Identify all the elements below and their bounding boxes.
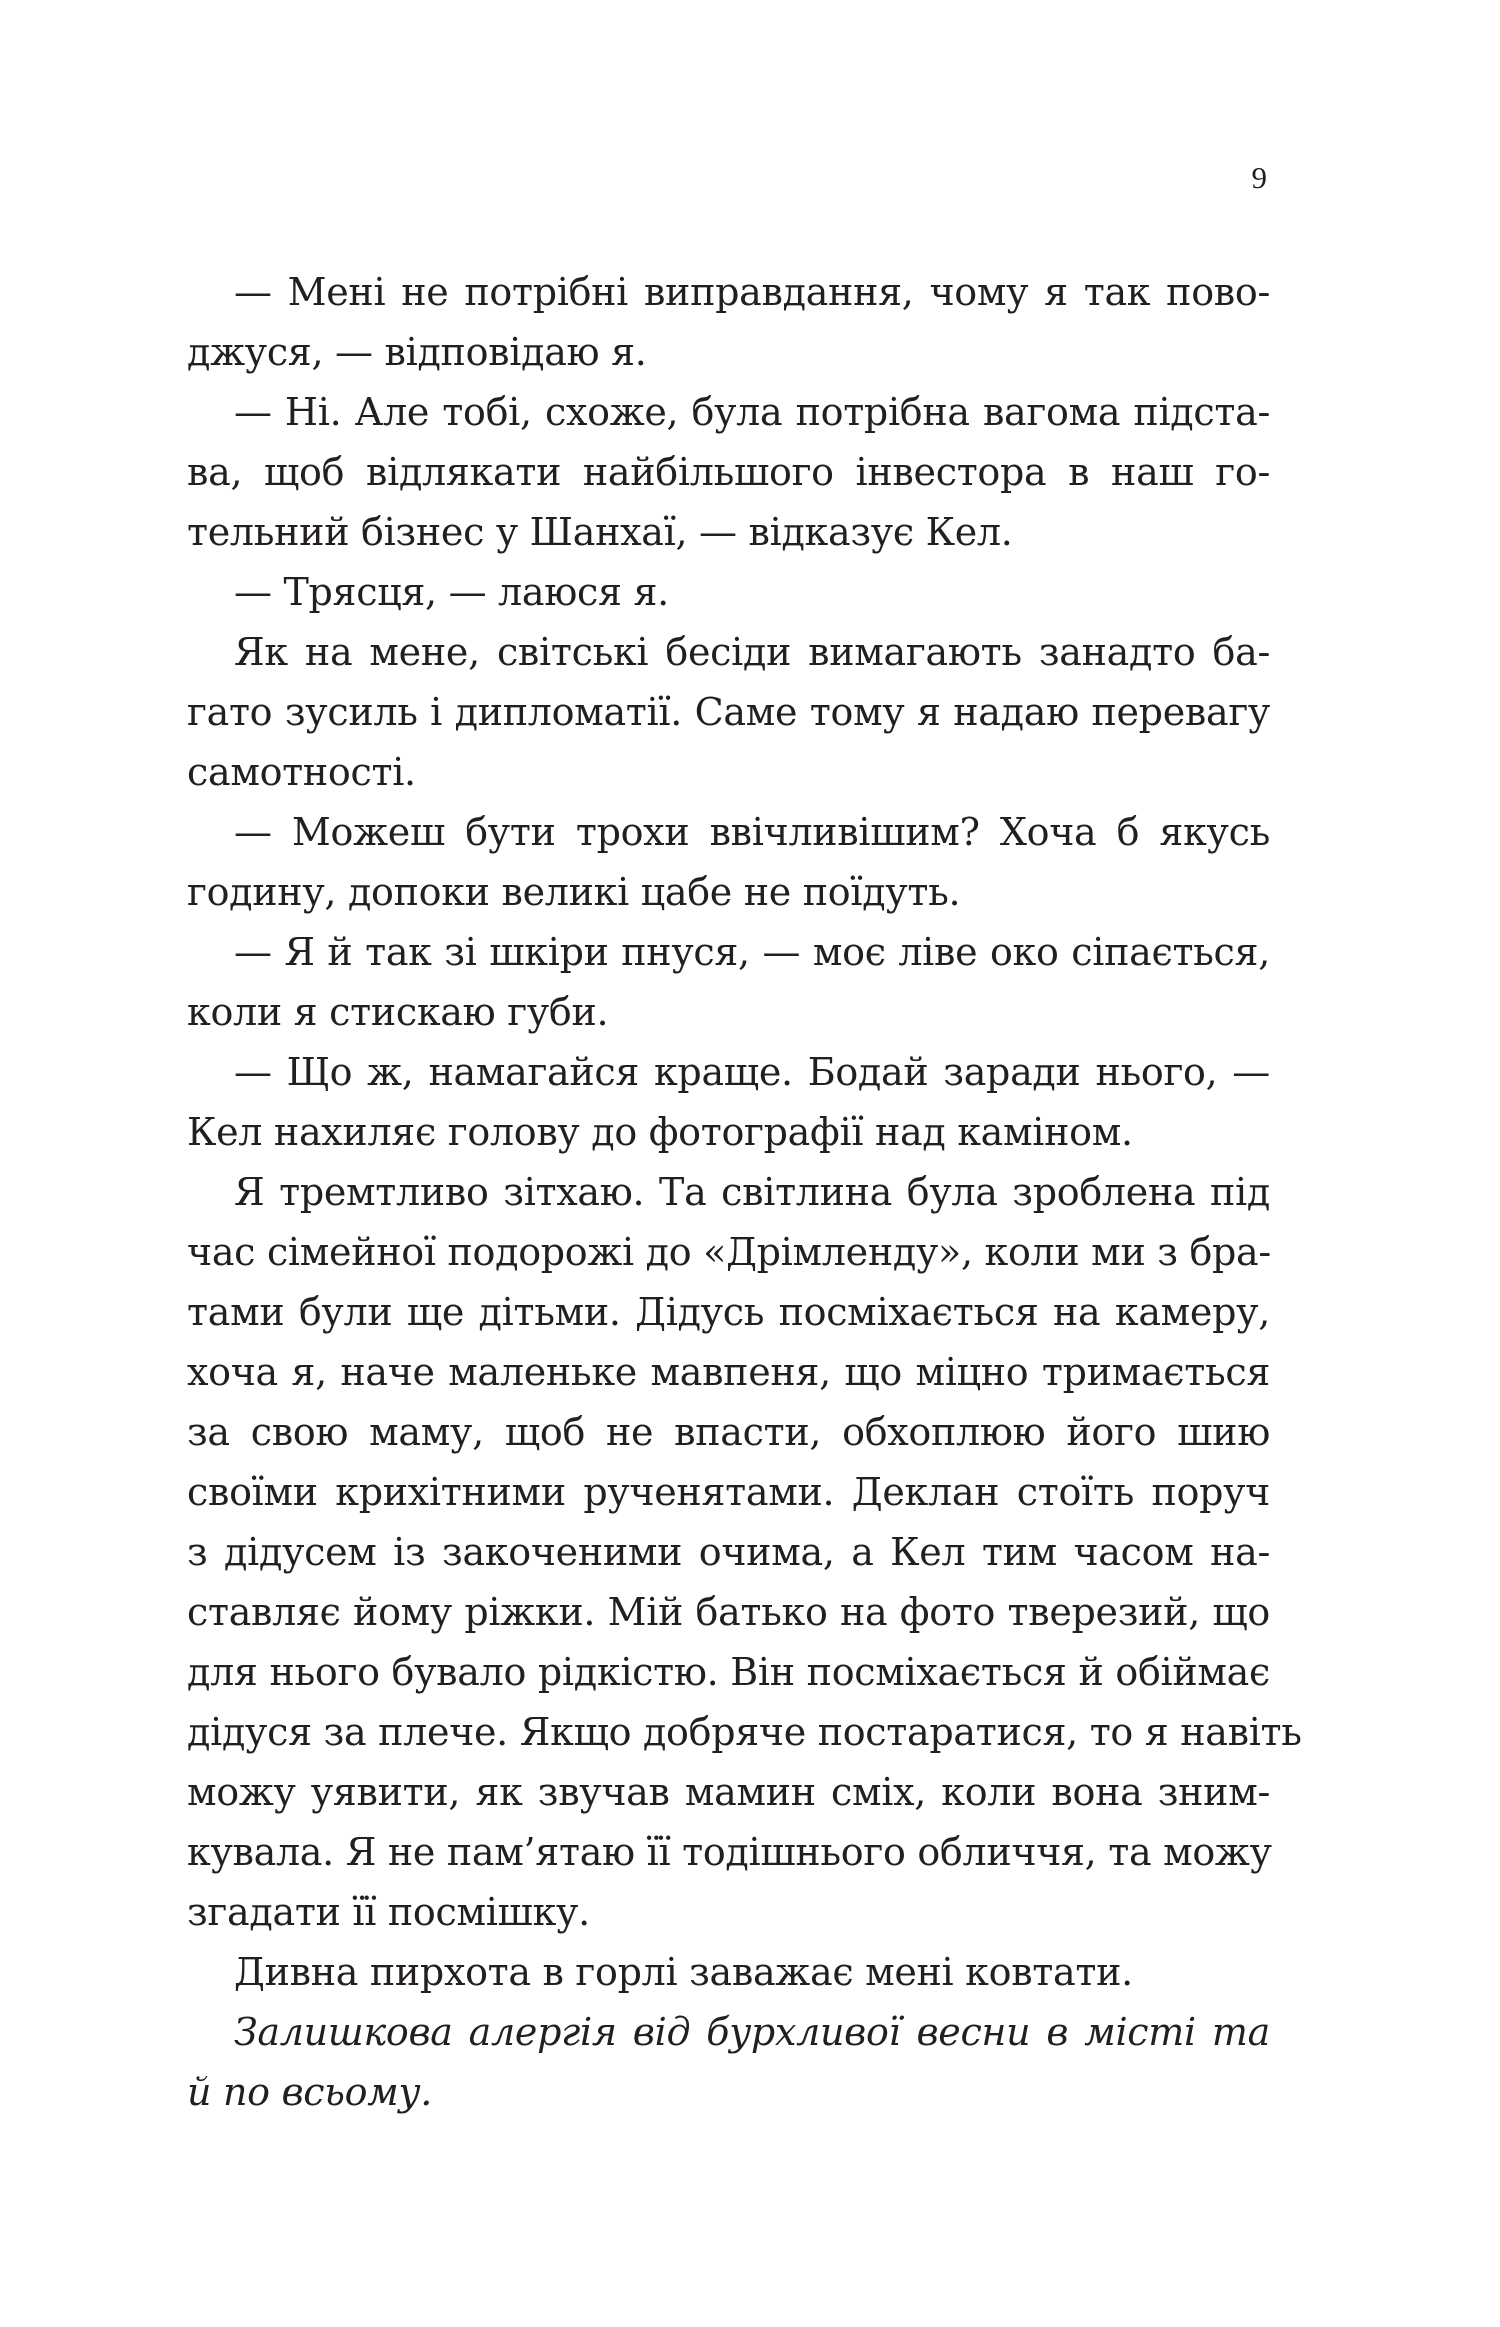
text-line: — Можеш бути трохи ввічливішим? Хоча б якусь: [234, 810, 1270, 854]
text-line: — Я й так зі шкіри пнуся, — моє ліве око сіпається,: [234, 930, 1270, 974]
paragraph: [187, 262, 1270, 382]
text-line: ставляє йому ріжки. Мій батько на фото тверезий, що: [187, 1590, 1270, 1634]
paragraph: [187, 1042, 1270, 1162]
text-line: хоча я, наче маленьке мавпеня, що міцно тримається: [187, 1350, 1270, 1394]
text-line: коли я стискаю губи.: [187, 990, 609, 1034]
text-line: з дідусем із закоченими очима, а Кел тим часом на-: [187, 1530, 1270, 1574]
text-line: годину, допоки великі цабе не поїдуть.: [187, 870, 961, 914]
text-line: самотності.: [187, 750, 416, 794]
paragraph: [187, 2002, 1270, 2122]
text-line: тами були ще дітьми. Дідусь посміхається на камеру,: [187, 1290, 1270, 1334]
text-line: Дивна пирхота в горлі заважає мені ковтати.: [234, 1950, 1133, 1994]
text-line: Я тремтливо зітхаю. Та світлина була зроблена під: [234, 1170, 1270, 1214]
text-line: Як на мене, світські бесіди вимагають занадто ба-: [234, 630, 1270, 674]
paragraph: [187, 1162, 1302, 1942]
body-text: [187, 262, 1302, 2122]
text-line: час сімейної подорожі до «Дрімленду», коли ми з бра-: [187, 1230, 1271, 1274]
text-line: — Ні. Але тобі, схоже, була потрібна вагома підста-: [234, 390, 1270, 434]
text-line: Кел нахиляє голову до фотографії над каміном.: [187, 1110, 1133, 1154]
page-number: 9: [1251, 160, 1267, 195]
paragraph: [187, 382, 1270, 562]
paragraph: [187, 622, 1270, 802]
text-line: дідуся за плече. Якщо добряче постаратися, то я навіть: [187, 1710, 1302, 1754]
text-line: Залишкова алергія від бурхливої весни в місті та: [234, 2010, 1270, 2054]
paragraph: [187, 922, 1270, 1042]
text-line: — Трясця, — лаюся я.: [234, 570, 669, 614]
text-line: й по всьому.: [187, 2070, 432, 2114]
text-line: джуся, — відповідаю я.: [187, 330, 647, 374]
text-line: кувала. Я не пам’ятаю її тодішнього обличчя, та можу: [187, 1830, 1272, 1874]
text-line: — Що ж, намагайся краще. Бодай заради нього, —: [234, 1050, 1270, 1094]
paragraph: [187, 562, 1270, 622]
text-line: для нього бувало рідкістю. Він посміхається й обіймає: [187, 1650, 1270, 1694]
text-line: ва, щоб відлякати найбільшого інвестора в наш го-: [187, 450, 1270, 494]
text-line: тельний бізнес у Шанхаї, — відказує Кел.: [187, 510, 1013, 554]
text-line: можу уявити, як звучав мамин сміх, коли вона зним-: [187, 1770, 1270, 1814]
text-line: гато зусиль і дипломатії. Саме тому я надаю перевагу: [187, 690, 1270, 734]
paragraph: [187, 1942, 1270, 2002]
text-line: — Мені не потрібні виправдання, чому я так пово-: [234, 270, 1270, 314]
text-line: згадати її посмішку.: [187, 1890, 590, 1934]
text-line: за свою маму, щоб не впасти, обхоплюю його шию: [187, 1410, 1270, 1454]
paragraph: [187, 802, 1270, 922]
text-line: своїми крихітними рученятами. Деклан стоїть поруч: [187, 1470, 1270, 1514]
